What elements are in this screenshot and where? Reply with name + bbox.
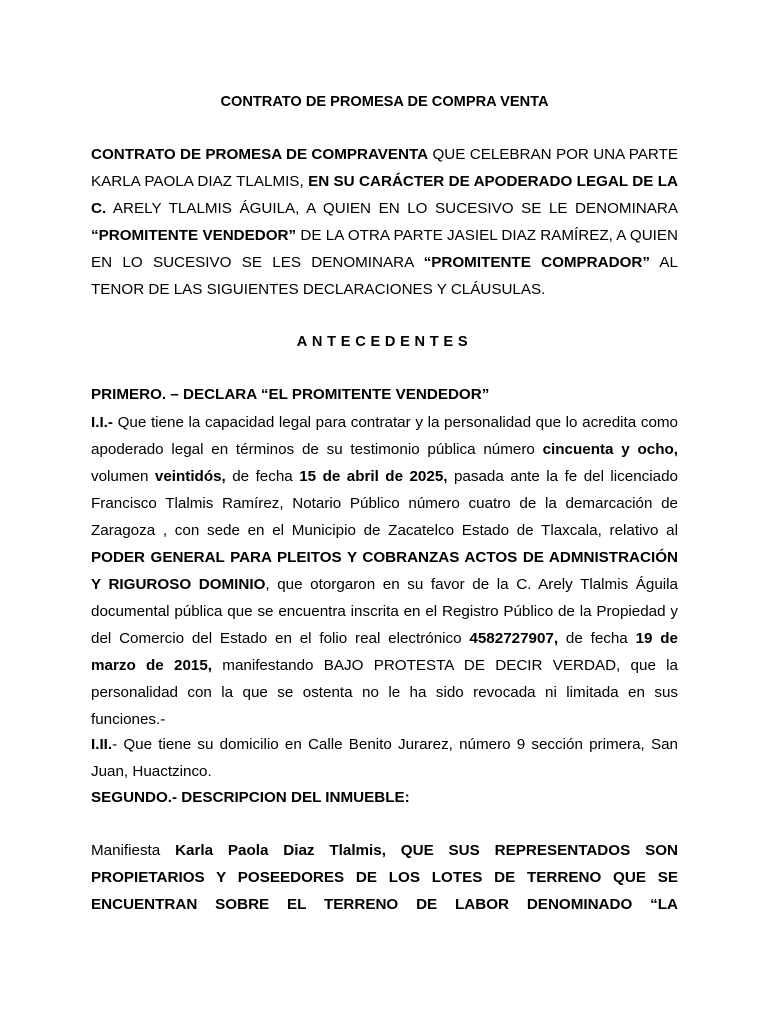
testimony-number: cincuenta y ocho, (542, 441, 678, 458)
registration-date: 19 de marzo de 2015, (91, 630, 678, 674)
clause-i1-text-3: de fecha (225, 468, 300, 485)
manifiesta-text-2: QUE SUS REPRESENTADOS SON PROPIETARIOS Y POSEEDORES DE LOS LOTES DE TERRENO QUE SE ENCUENTRAN SOBRE EL TERRENO DE LABOR DENOMINADO “LA (91, 842, 678, 913)
testimony-date: 15 de abril de 2025, (299, 468, 448, 485)
manifiesta-text-1: Manifiesta (91, 842, 176, 859)
contract-name: CONTRATO DE PROMESA DE COMPRAVENTA (91, 146, 429, 163)
clause-i1-text-7: manifestando BAJO PROTESTA DE DECIR VERDAD, que la personalidad con la que se ostenta no le ha sido revocada ni limitada en sus funciones.- (91, 657, 678, 728)
segundo-heading: SEGUNDO.- DESCRIPCION DEL INMUEBLE: (91, 789, 410, 806)
clause-i1-text-2: volumen (91, 468, 155, 485)
intro-paragraph (91, 141, 678, 303)
clause-i2-paragraph (91, 731, 678, 785)
manifiesta-paragraph (91, 837, 678, 918)
intro-text-2: ARELY TLALMIS ÁGUILA, A QUIEN EN LO SUCESIVO SE LE DENOMINARA (106, 200, 678, 217)
clause-i1-text-5: , que otorgaron en su favor de la C. Arely Tlalmis Águila documental pública que se encuentra inscrita en el Registro Público de la Propiedad y del Comercio del Estado en el folio real electrónico (91, 576, 678, 647)
volume-number: veintidós, (154, 468, 226, 485)
representative-name: Karla Paola Diaz Tlalmis, (175, 842, 386, 859)
document-title: CONTRATO DE PROMESA DE COMPRA VENTA (220, 94, 549, 110)
clause-i1-text-4: pasada ante la fe del licenciado Francisco Tlalmis Ramírez, Notario Público número cuatro de la demarcación de Zaragoza , con sede en el Municipio de Zacatelco Estado de Tlaxcala, relativo al (91, 468, 678, 539)
buyer-term: “PROMITENTE COMPRADOR” (423, 254, 650, 271)
clause-i1-number: I.I.- (91, 414, 113, 431)
intro-text-4: AL TENOR DE LAS SIGUIENTES DECLARACIONES Y CLÁUSULAS. (91, 254, 678, 298)
intro-text-3: DE LA OTRA PARTE JASIEL DIAZ RAMÍREZ, A QUIEN EN LO SUCESIVO SE LES DENOMINARA (91, 227, 678, 271)
capacity-text: EN SU CARÁCTER DE APODERADO LEGAL DE LA C. (91, 173, 678, 217)
clause-i2-number: I.II. (91, 736, 113, 753)
primero-heading: PRIMERO. – DECLARA “EL PROMITENTE VENDEDOR” (91, 386, 490, 403)
clause-i2-text: - Que tiene su domicilio en Calle Benito Jurarez, número 9 sección primera, San Juan, Huactzinco. (91, 736, 678, 780)
antecedentes-heading: ANTECEDENTES (296, 334, 473, 350)
clause-i1-text-6: de fecha (558, 630, 636, 647)
folio-number: 4582727907, (469, 630, 559, 647)
clause-i1-text-1: Que tiene la capacidad legal para contratar y la personalidad que lo acredita como apoderado legal en términos de su testimonio pública número (91, 414, 678, 458)
power-type: PODER GENERAL PARA PLEITOS Y COBRANZAS ACTOS DE ADMNISTRACIÓN Y RIGUROSO DOMINIO (91, 549, 678, 593)
intro-text-1: QUE CELEBRAN POR UNA PARTE KARLA PAOLA DIAZ TLALMIS, (91, 146, 679, 190)
clause-i1-paragraph (91, 409, 678, 733)
seller-term: “PROMITENTE VENDEDOR” (91, 227, 297, 244)
